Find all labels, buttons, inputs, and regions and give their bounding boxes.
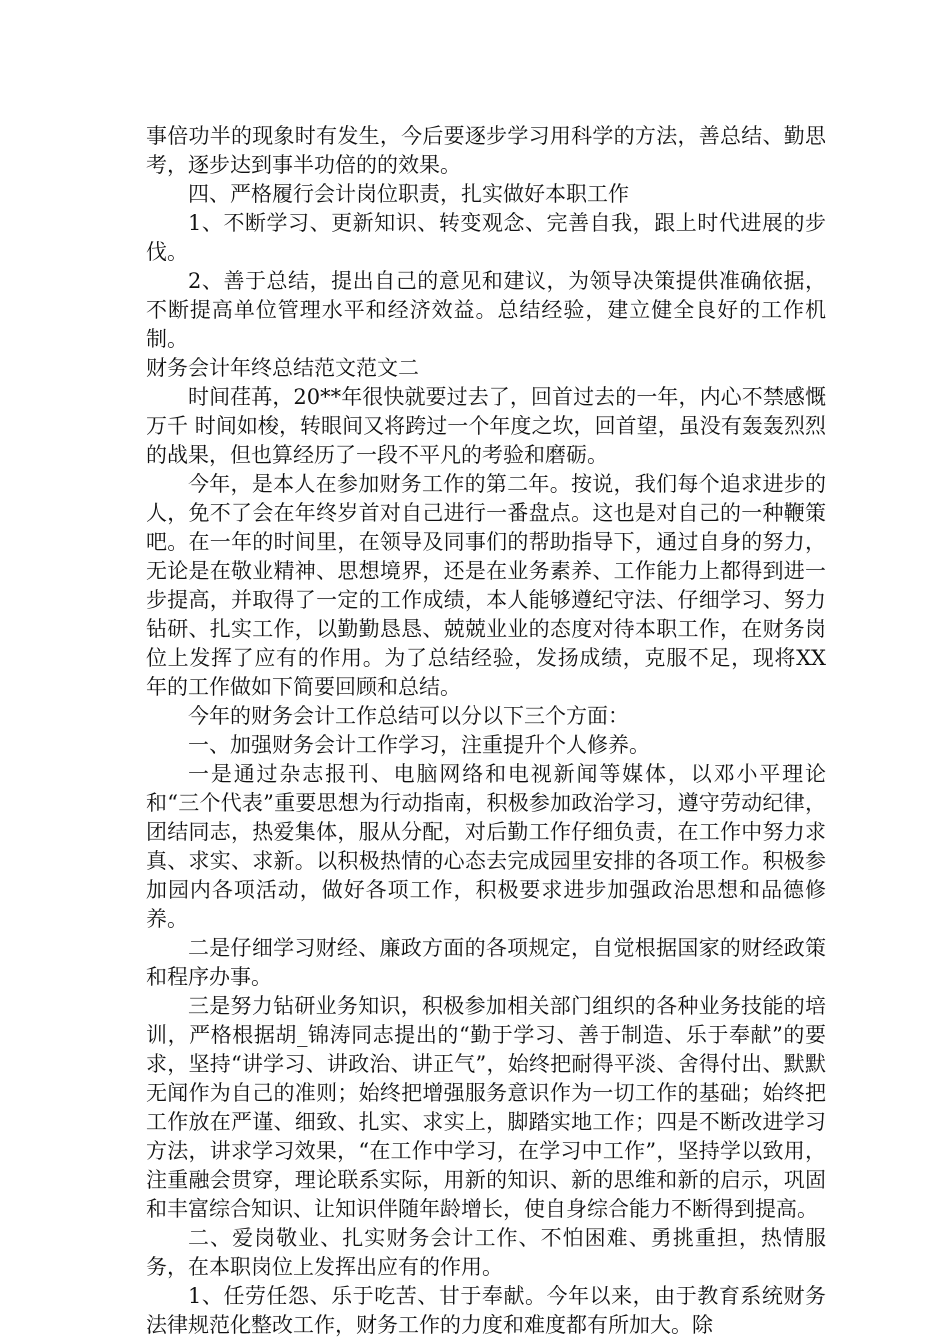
- section-heading-2: 二、爱岗敬业、扎实财务会计工作、不怕困难、勇挑重担，热情服务，在本职岗位上发挥出应有的作用。: [146, 1226, 826, 1279]
- paragraph: 二是仔细学习财经、廉政方面的各项规定，自觉根据国家的财经政策和程序办事。: [146, 936, 826, 989]
- document-page: [146, 122, 826, 1340]
- paragraph: 时间荏苒，20**年很快就要过去了，回首过去的一年，内心不禁感慨万千 时间如梭，转眼间又将跨过一个年度之坎，回首望，虽没有轰轰烈烈的战果，但也算经历了一段不平凡的考验和磨砺。: [146, 385, 826, 467]
- section-heading-4: 四、严格履行会计岗位职责，扎实做好本职工作: [188, 182, 629, 206]
- section-title: 财务会计年终总结范文范文二: [146, 356, 419, 380]
- paragraph: 今年，是本人在参加财务工作的第二年。按说，我们每个追求进步的人，免不了会在年终岁首对自己进行一番盘点。这也是对自己的一种鞭策吧。在一年的时间里，在领导及同事们的帮助指导下，通过自身的努力，无论是在敬业精神、思想境界，还是在业务素养、工作能力上都得到进一步提高，并取得了一定的工作成绩，本人能够遵纪守法、仔细学习、努力钻研、扎实工作，以勤勤恳恳、兢兢业业的态度对待本职工作，在财务岗位上发挥了应有的作用。为了总结经验，发扬成绩，克服不足，现将XX年的工作做如下简要回顾和总结。: [146, 472, 826, 699]
- section-heading-1: 一、加强财务会计工作学习，注重提升个人修养。: [188, 733, 650, 757]
- paragraph: 一是通过杂志报刊、电脑网络和电视新闻等媒体，以邓小平理论和“三个代表”重要思想为行动指南，积极参加政治学习，遵守劳动纪律，团结同志，热爱集体，服从分配，对后勤工作仔细负责，在工作中努力求真、求实、求新。以积极热情的心态去完成园里安排的各项工作。积极参加园内各项活动，做好各项工作，积极要求进步加强政治思想和品德修养。: [146, 762, 826, 931]
- paragraph: 2、善于总结，提出自己的意见和建议，为领导决策提供准确依据，不断提高单位管理水平和经济效益。总结经验，建立健全良好的工作机制。: [146, 269, 826, 351]
- paragraph: 今年的财务会计工作总结可以分以下三个方面：: [188, 704, 629, 728]
- paragraph: 1、任劳任怨、乐于吃苦、甘于奉献。今年以来，由于教育系统财务法律规范化整改工作，财务工作的力度和难度都有所加大。除: [146, 1284, 826, 1337]
- paragraph: 三是努力钻研业务知识，积极参加相关部门组织的各种业务技能的培训，严格根据胡_锦涛同志提出的“勤于学习、善于制造、乐于奉献”的要求，坚持“讲学习、讲政治、讲正气”，始终把耐得平淡、舍得付出、默默无闻作为自己的准则；始终把增强服务意识作为一切工作的基础；始终把工作放在严谨、细致、扎实、求实上，脚踏实地工作；四是不断改进学习方法，讲求学习效果，“在工作中学习，在学习中工作”，坚持学以致用，注重融会贯穿，理论联系实际，用新的知识、新的思维和新的启示，巩固和丰富综合知识、让知识伴随年龄增长，使自身综合能力不断得到提高。: [146, 994, 826, 1221]
- paragraph: 事倍功半的现象时有发生，今后要逐步学习用科学的方法，善总结、勤思考，逐步达到事半功倍的的效果。: [146, 124, 826, 177]
- paragraph: 1、不断学习、更新知识、转变观念、完善自我，跟上时代进展的步伐。: [146, 211, 826, 264]
